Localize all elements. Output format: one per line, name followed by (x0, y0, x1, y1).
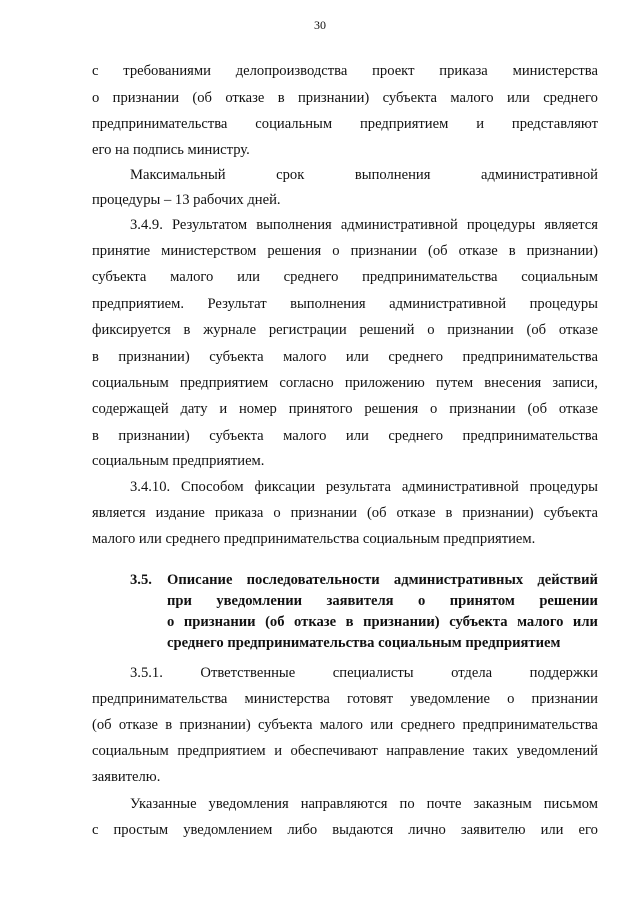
text-line (92, 716, 598, 734)
text-line (92, 348, 598, 366)
text-line (92, 295, 598, 313)
word: предприятием (177, 743, 266, 759)
word: о (507, 691, 515, 707)
word: признании (112, 90, 180, 106)
word: по (399, 796, 415, 812)
word: отказе (396, 505, 436, 521)
word: его (578, 822, 598, 838)
word: содержащей (92, 401, 169, 417)
word: отказе (118, 717, 158, 733)
word: решений (359, 322, 415, 338)
word: процедуры (529, 296, 598, 312)
word: специалисты (332, 665, 414, 681)
word: (об (428, 243, 448, 259)
word: отказе (294, 614, 337, 630)
word: путем (435, 375, 474, 391)
word: решении (539, 593, 598, 609)
word: простым (113, 822, 169, 838)
word: принятого (288, 401, 353, 417)
word: с (92, 822, 99, 838)
word: или (506, 90, 530, 106)
word: журнале (203, 322, 257, 338)
word: предпринимательства (92, 116, 228, 132)
text-line (92, 427, 598, 445)
word: заявителю (460, 822, 526, 838)
word: административной (401, 479, 519, 495)
word: приказа (439, 63, 488, 79)
line-text: среднего предпринимательства социальным предприятием (167, 635, 561, 651)
word: министерства (244, 691, 330, 707)
word: срок (276, 167, 305, 183)
word: о (427, 322, 435, 338)
word: о (167, 614, 175, 630)
word: о (273, 505, 281, 521)
word: отказе (458, 243, 498, 259)
word: фиксируется (92, 322, 171, 338)
text-line (92, 452, 264, 470)
word: готовят (346, 691, 393, 707)
word: заявителя (326, 593, 394, 609)
word: Указанные (130, 796, 197, 812)
word: (об (527, 401, 548, 417)
word: требованиями (123, 63, 211, 79)
word: субъекта (209, 349, 264, 365)
word: среднего (283, 269, 339, 285)
word: или (345, 428, 369, 444)
word: признании (350, 243, 417, 259)
word: и (274, 743, 282, 759)
word: или (370, 717, 394, 733)
word: признании) (462, 505, 534, 521)
line-text: процедуры – 13 рабочих дней. (92, 192, 281, 208)
word: признании) (118, 349, 190, 365)
word: отказе (558, 322, 598, 338)
word: Ответственные (200, 665, 296, 681)
text-line (92, 268, 598, 286)
word: проект (372, 63, 415, 79)
word: субъекта (92, 269, 147, 285)
word: признании (290, 505, 357, 521)
word: отдела (451, 665, 493, 681)
word: уведомления (208, 796, 289, 812)
word: малого (283, 428, 327, 444)
word: обеспечивают (290, 743, 378, 759)
word: Результат (207, 296, 267, 312)
word: выполнения (256, 217, 332, 233)
text-line (92, 530, 535, 548)
word: малого (170, 269, 214, 285)
text-line (130, 795, 598, 813)
word: и (219, 401, 228, 417)
word: при (167, 593, 192, 609)
word: или (572, 614, 598, 630)
text-line (92, 504, 598, 522)
word: социальным (92, 375, 169, 391)
word: среднего (388, 349, 444, 365)
word: в (508, 243, 516, 259)
word: уведомление (410, 691, 491, 707)
word: предпринимательства (462, 717, 598, 733)
word: признании) (363, 614, 440, 630)
word: заказным (473, 796, 532, 812)
word: направляются (300, 796, 388, 812)
word: внесения (484, 375, 542, 391)
word: признании) (179, 717, 251, 733)
word: среднего (543, 90, 598, 106)
word: записи, (552, 375, 598, 391)
text-line (92, 321, 598, 339)
text-line (130, 216, 598, 234)
word: предпринимательства (92, 691, 228, 707)
text-line (92, 374, 598, 392)
word: регистрации (268, 322, 347, 338)
text-line (92, 62, 598, 80)
word: процедуры (466, 217, 536, 233)
word: выдаются (332, 822, 394, 838)
text-line (92, 89, 598, 107)
text-line (92, 742, 598, 760)
page-number: 30 (314, 18, 326, 32)
word: согласно (279, 375, 334, 391)
word: отказе (225, 90, 265, 106)
line-text: его на подпись министру. (92, 142, 250, 158)
word: и (476, 116, 485, 132)
text-line (130, 664, 598, 682)
text-line (92, 768, 160, 786)
word: субъекта (449, 614, 508, 630)
text-line (92, 242, 598, 260)
text-line (92, 115, 598, 133)
word: делопроизводства (235, 63, 348, 79)
word: в (277, 90, 285, 106)
word: административных (393, 572, 524, 588)
word: субъекта (209, 428, 264, 444)
word: признании (447, 322, 514, 338)
word: малого (319, 717, 363, 733)
word: решения (364, 401, 419, 417)
word: Максимальный (130, 167, 226, 183)
word: в (92, 349, 99, 365)
word: административной (389, 296, 507, 312)
word: выполнения (290, 296, 366, 312)
word: субъекта (543, 505, 598, 521)
text-line (92, 141, 250, 159)
word: предпринимательства (462, 428, 598, 444)
word: (об (366, 505, 387, 521)
word: среднего (400, 717, 456, 733)
word: приказа (214, 505, 264, 521)
word: Способом (180, 479, 244, 495)
word: признании) (298, 90, 370, 106)
word: или (540, 822, 564, 838)
word: о (332, 243, 340, 259)
word: предприятием. (92, 296, 184, 312)
text-line (92, 191, 281, 209)
word: социальным (92, 743, 169, 759)
word: письмом (543, 796, 598, 812)
word: поддержки (529, 665, 598, 681)
line-text: заявителю. (92, 769, 161, 785)
word: уведомлений (516, 743, 598, 759)
word: субъекта (258, 717, 313, 733)
word: предприятием (359, 116, 449, 132)
word: малого (450, 90, 494, 106)
word: Результатом (171, 217, 248, 233)
word: (об (92, 717, 112, 733)
word: признании) (118, 428, 190, 444)
line-text: малого или среднего предпринимательства социальным предприятием. (92, 531, 536, 547)
word: субъекта (382, 90, 438, 106)
word: является (544, 217, 598, 233)
word: социальным (255, 116, 333, 132)
word: министерством (161, 243, 257, 259)
word: лично (408, 822, 446, 838)
word: о (92, 90, 100, 106)
word: в (445, 505, 453, 521)
word: административной (481, 167, 598, 183)
word: предпринимательства (362, 269, 498, 285)
word: дату (180, 401, 208, 417)
word: является (92, 505, 146, 521)
word: о (430, 401, 438, 417)
word: предпринимательства (462, 349, 598, 365)
word: принятом (449, 593, 515, 609)
word: 3.5.1. (130, 665, 163, 681)
word: министерства (512, 63, 598, 79)
word: признании (183, 614, 256, 630)
word: административной (340, 217, 458, 233)
word: издание (155, 505, 205, 521)
section-number: 3.5. (130, 572, 152, 588)
word: представляют (511, 116, 598, 132)
word: направление (386, 743, 465, 759)
section-title-line (167, 571, 598, 589)
word: таких (472, 743, 509, 759)
word: признании) (526, 243, 598, 259)
word: признании (531, 691, 598, 707)
word: либо (287, 822, 318, 838)
word: социальным (521, 269, 598, 285)
section-title-line (167, 592, 598, 610)
line-text: социальным предприятием. (92, 453, 265, 469)
word: результата (325, 479, 391, 495)
word: в (183, 322, 191, 338)
section-title-line (167, 613, 598, 631)
text-line (92, 690, 598, 708)
word: отказе (558, 401, 598, 417)
word: 3.4.10. (130, 479, 171, 495)
word: или (237, 269, 260, 285)
word: с (92, 63, 99, 79)
word: выполнения (354, 167, 431, 183)
word: или (345, 349, 369, 365)
section-title-line (167, 634, 560, 652)
word: о (417, 593, 426, 609)
word: 3.4.9. (130, 217, 163, 233)
word: (об (526, 322, 547, 338)
word: принятие (92, 243, 151, 259)
word: среднего (388, 428, 444, 444)
word: малого (517, 614, 564, 630)
word: малого (283, 349, 327, 365)
word: фиксации (254, 479, 316, 495)
word: в (345, 614, 354, 630)
text-line (130, 166, 598, 184)
text-line (92, 821, 598, 839)
word: почте (426, 796, 462, 812)
word: действий (537, 572, 598, 588)
word: решения (267, 243, 322, 259)
word: номер (239, 401, 277, 417)
word: признании (449, 401, 516, 417)
word: уведомлении (216, 593, 303, 609)
word: уведомлением (183, 822, 273, 838)
word: в (165, 717, 173, 733)
word: приложению (344, 375, 425, 391)
word: (об (192, 90, 212, 106)
text-line (130, 478, 598, 496)
word: Описание (167, 572, 233, 588)
text-line (92, 400, 598, 418)
word: (об (265, 614, 285, 630)
word: процедуры (529, 479, 598, 495)
word: в (92, 428, 99, 444)
word: предприятием (179, 375, 269, 391)
word: последовательности (246, 572, 380, 588)
